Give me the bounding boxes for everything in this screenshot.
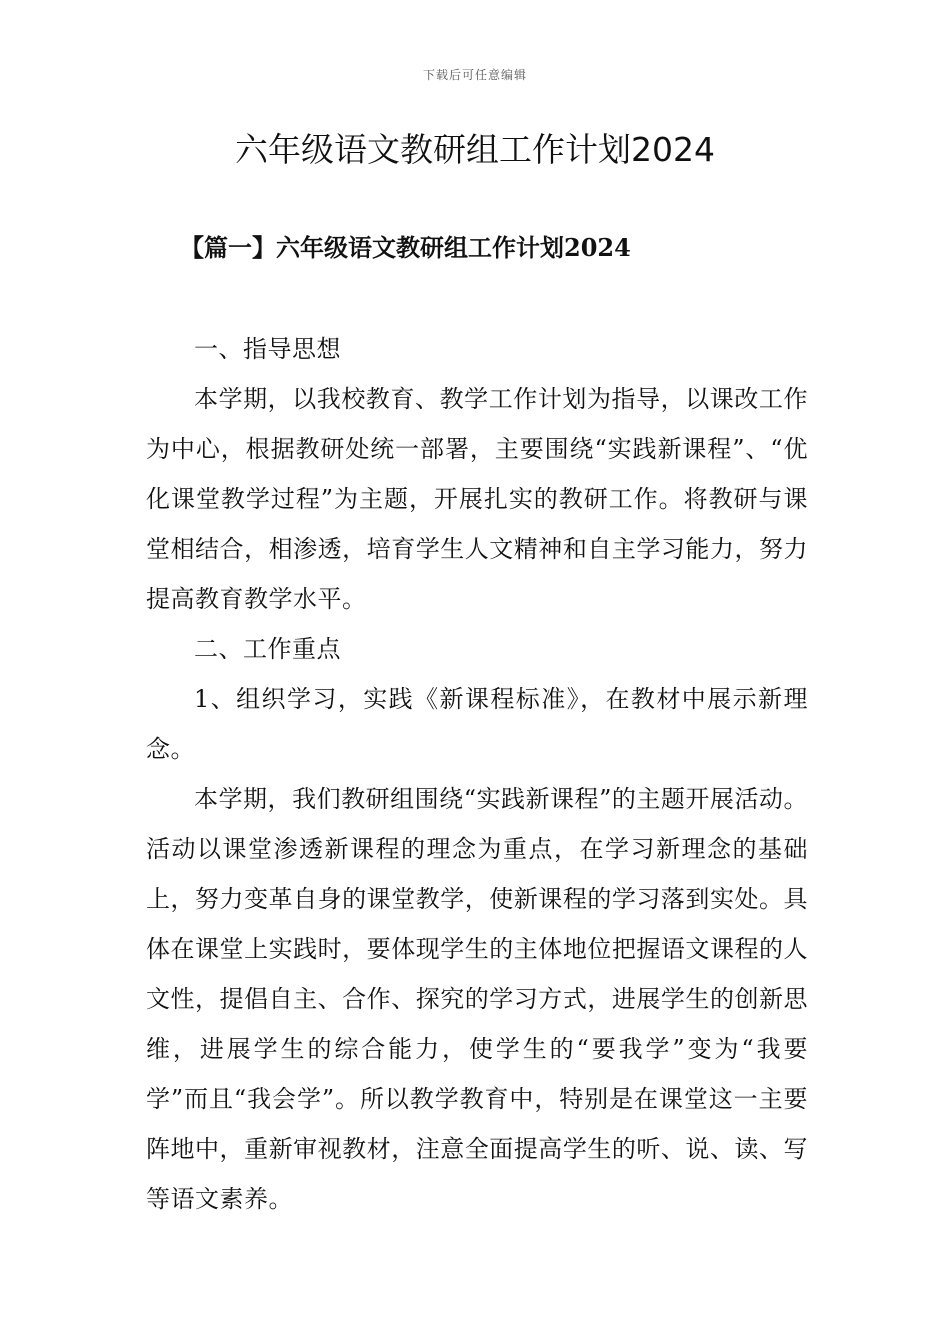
header-note: 下载后可任意编辑	[422, 68, 527, 82]
document-title: 六年级语文教研组工作计划2024	[235, 130, 715, 169]
paragraph-guiding-thought: 本学期，以我校教育、教学工作计划为指导，以课改工作为中心，根据教研处统一部署，主要围绕“实践新课程”、“优化课堂教学过程”为主题，开展扎实的教研工作。将教研与课堂相结合，相渗透，培育学生人文精神和自主学习能力，努力提高教育教学水平。	[146, 385, 808, 613]
paragraph-practice-new-curriculum: 本学期，我们教研组围绕“实践新课程”的主题开展活动。活动以课堂渗透新课程的理念为重点，在学习新理念的基础上，努力变革自身的课堂教学，使新课程的学习落到实处。具体在课堂上实践时，要体现学生的主体地位把握语文课程的人文性，提倡自主、合作、探究的学习方式，进展学生的创新思维，进展学生的综合能力，使学生的“要我学”变为“我要学”而且“我会学”。所以教学教育中，特别是在课堂这一主要阵地中，重新审视教材，注意全面提高学生的听、说、读、写等语文素养。	[146, 785, 808, 1213]
item-1-heading: 1、组织学习，实践《新课程标准》，在教材中展示新理念。	[146, 685, 808, 763]
heading-work-focus: 二、工作重点	[194, 635, 341, 663]
document-body	[146, 324, 808, 1224]
heading-guiding-thought: 一、指导思想	[194, 335, 341, 363]
section-title: 【篇一】六年级语文教研组工作计划2024	[180, 233, 631, 262]
